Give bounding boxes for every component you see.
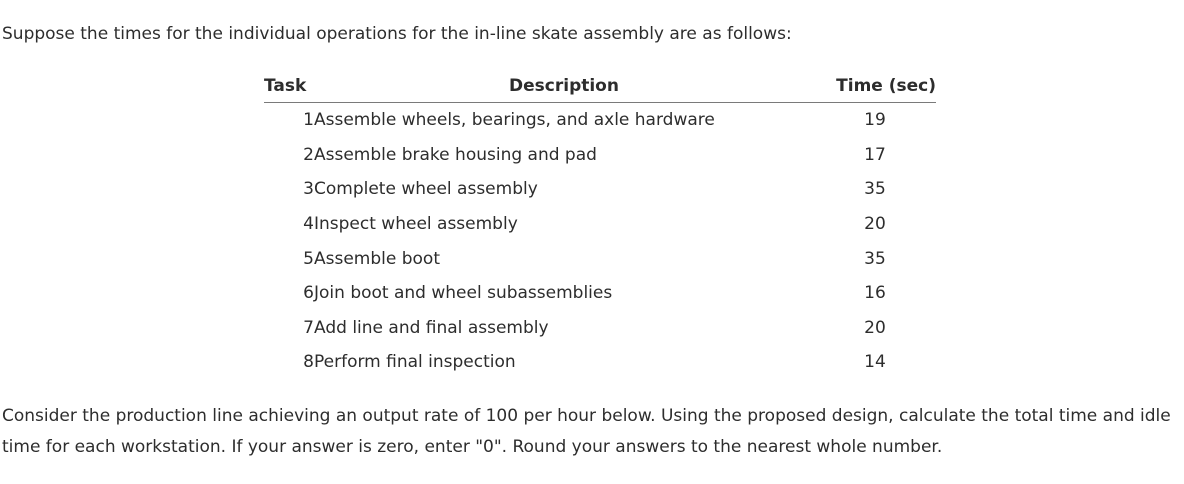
- header-description: Description: [314, 70, 814, 103]
- task-time: 35: [864, 179, 886, 200]
- task-number: 5: [303, 248, 314, 269]
- table-row: [264, 241, 936, 276]
- task-times-table: [264, 70, 936, 380]
- task-time: 19: [864, 110, 886, 131]
- table-row: [264, 103, 936, 138]
- task-time: 20: [864, 214, 886, 235]
- task-number: 7: [303, 317, 314, 338]
- question-text: Consider the production line achieving an output rate of 100 per hour below. Using the proposed design, calculate the total time and idle time for each workstation. If your answer is zero, enter "0". Round your answers to the nearest whole number.: [2, 406, 1171, 457]
- task-description: Assemble wheels, bearings, and axle hardware: [314, 110, 715, 131]
- table-row: [264, 345, 936, 380]
- task-time: 16: [864, 283, 886, 304]
- task-description: Join boot and wheel subassemblies: [314, 283, 613, 304]
- header-time: Time (sec): [814, 70, 936, 103]
- task-description: Assemble boot: [314, 248, 440, 269]
- task-number: 4: [303, 214, 314, 235]
- intro-text: Suppose the times for the individual operations for the in-line skate assembly are as follows:: [2, 24, 792, 44]
- table-row: [264, 138, 936, 173]
- task-number: 3: [303, 179, 314, 200]
- task-time: 35: [864, 248, 886, 269]
- table-row: [264, 276, 936, 311]
- header-task: Task: [264, 70, 314, 103]
- task-number: 2: [303, 144, 314, 165]
- task-number: 8: [303, 352, 314, 373]
- table-row: [264, 311, 936, 346]
- task-description: Add line and final assembly: [314, 317, 549, 338]
- task-number: 1: [303, 110, 314, 131]
- table-row: [264, 172, 936, 207]
- task-number: 6: [303, 283, 314, 304]
- task-description: Complete wheel assembly: [314, 179, 538, 200]
- task-description: Inspect wheel assembly: [314, 214, 518, 235]
- task-description: Assemble brake housing and pad: [314, 144, 597, 165]
- task-time: 20: [864, 317, 886, 338]
- task-description: Perform final inspection: [314, 352, 516, 373]
- task-time: 14: [864, 352, 886, 373]
- table-row: [264, 207, 936, 242]
- table-header-row: [264, 70, 936, 103]
- task-time: 17: [864, 144, 886, 165]
